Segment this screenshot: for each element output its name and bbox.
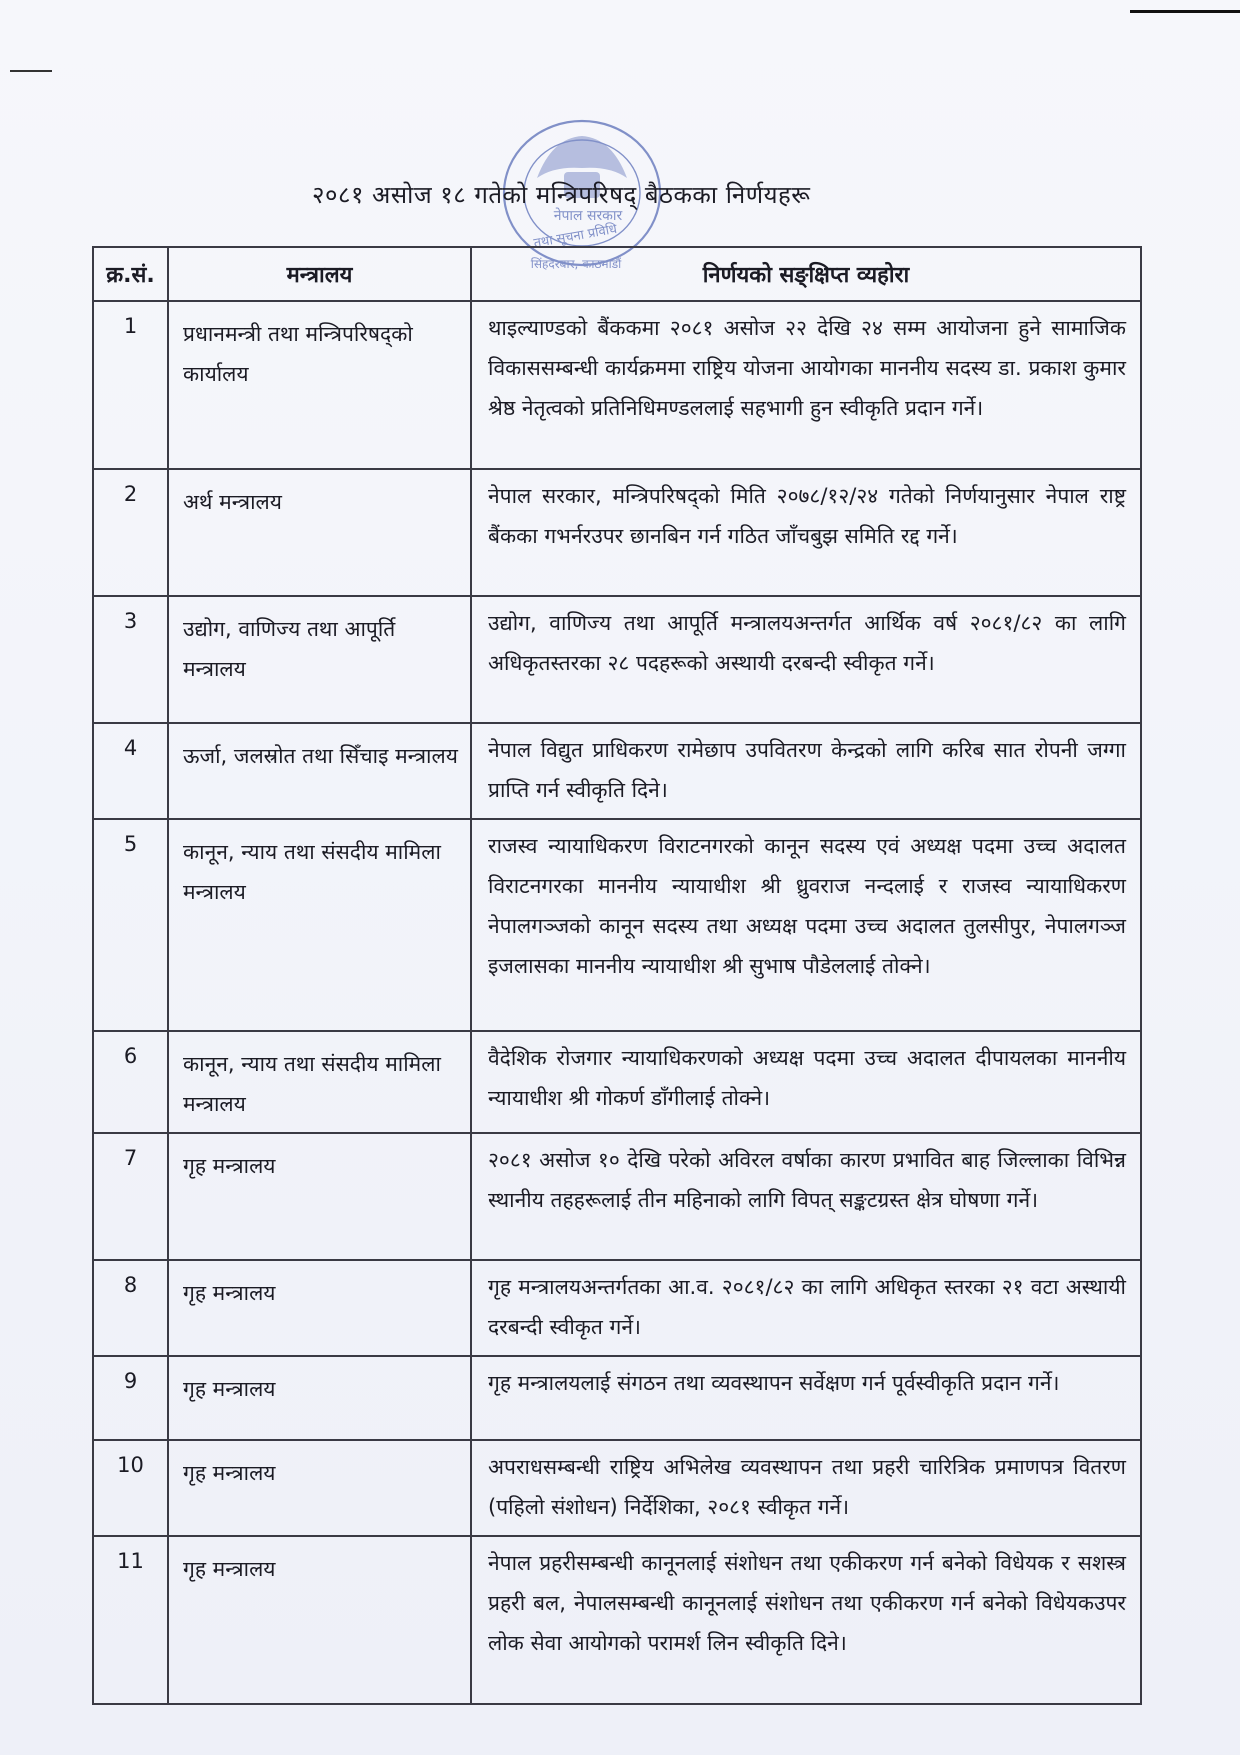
row-decision: गृह मन्त्रालयअन्तर्गतका आ.व. २०८१/८२ का लागि अधिकृत स्तरका २१ वटा अस्थायी दरबन्दी स्वीकृत गर्ने। bbox=[471, 1260, 1141, 1356]
table-row bbox=[93, 1440, 1141, 1536]
row-serial-number: 11 bbox=[93, 1536, 168, 1704]
row-ministry: गृह मन्त्रालय bbox=[168, 1356, 471, 1440]
row-ministry: गृह मन्त्रालय bbox=[168, 1133, 471, 1260]
row-ministry: कानून, न्याय तथा संसदीय मामिला मन्त्रालय bbox=[168, 819, 471, 1031]
row-serial-number: 3 bbox=[93, 596, 168, 723]
row-decision: थाइल्याण्डको बैंककमा २०८१ असोज २२ देखि २४ सम्म आयोजना हुने सामाजिक विकाससम्बन्धी कार्यक्रममा राष्ट्रिय योजना आयोगका माननीय सदस्य डा. प्रकाश कुमार श्रेष्ठ नेतृत्वको प्रतिनिधिमण्डललाई सहभागी हुन स्वीकृति प्रदान गर्ने। bbox=[471, 301, 1141, 469]
stamp-text-middle: तथा सूचना प्रविधि bbox=[532, 221, 619, 252]
table-row bbox=[93, 301, 1141, 469]
table-row bbox=[93, 596, 1141, 723]
row-ministry: प्रधानमन्त्री तथा मन्त्रिपरिषद्को कार्यालय bbox=[168, 301, 471, 469]
table-header-row bbox=[93, 247, 1141, 301]
table-row bbox=[93, 1031, 1141, 1133]
row-decision: उद्योग, वाणिज्य तथा आपूर्ति मन्त्रालयअन्तर्गत आर्थिक वर्ष २०८१/८२ का लागि अधिकृतस्तरका २८ पदहरूको अस्थायी दरबन्दी स्वीकृत गर्ने। bbox=[471, 596, 1141, 723]
row-serial-number: 7 bbox=[93, 1133, 168, 1260]
row-serial-number: 8 bbox=[93, 1260, 168, 1356]
table-row bbox=[93, 819, 1141, 1031]
table-row bbox=[93, 723, 1141, 819]
row-serial-number: 5 bbox=[93, 819, 168, 1031]
row-serial-number: 9 bbox=[93, 1356, 168, 1440]
table-row bbox=[93, 1356, 1141, 1440]
header-ministry: मन्त्रालय bbox=[168, 247, 471, 301]
row-decision: २०८१ असोज १० देखि परेको अविरल वर्षाका कारण प्रभावित बाह जिल्लाका विभिन्न स्थानीय तहहरूलाई तीन महिनाको लागि विपत् सङ्कटग्रस्त क्षेत्र घोषणा गर्ने। bbox=[471, 1133, 1141, 1260]
row-decision: नेपाल प्रहरीसम्बन्धी कानूनलाई संशोधन तथा एकीकरण गर्न बनेको विधेयक र सशस्त्र प्रहरी बल, नेपालसम्बन्धी कानूनलाई संशोधन तथा एकीकरण गर्न बनेको विधेयकउपर लोक सेवा आयोगको परामर्श लिन स्वीकृति दिने। bbox=[471, 1536, 1141, 1704]
stamp-text-top: नेपाल सरकार bbox=[553, 208, 623, 224]
row-serial-number: 1 bbox=[93, 301, 168, 469]
row-ministry: उद्योग, वाणिज्य तथा आपूर्ति मन्त्रालय bbox=[168, 596, 471, 723]
row-serial-number: 4 bbox=[93, 723, 168, 819]
row-ministry: अर्थ मन्त्रालय bbox=[168, 469, 471, 596]
row-decision: गृह मन्त्रालयलाई संगठन तथा व्यवस्थापन सर्वेक्षण गर्न पूर्वस्वीकृति प्रदान गर्ने। bbox=[471, 1356, 1141, 1440]
row-decision: वैदेशिक रोजगार न्यायाधिकरणको अध्यक्ष पदमा उच्च अदालत दीपायलका माननीय न्यायाधीश श्री गोकर्ण डाँगीलाई तोक्ने। bbox=[471, 1031, 1141, 1133]
header-serial-number: क्र.सं. bbox=[93, 247, 168, 301]
scan-edge-mark bbox=[10, 70, 52, 72]
table-row bbox=[93, 1260, 1141, 1356]
row-decision: नेपाल सरकार, मन्त्रिपरिषद्को मिति २०७८/१२/२४ गतेको निर्णयानुसार नेपाल राष्ट्र बैंकका गभर्नरउपर छानबिन गर्न गठित जाँचबुझ समिति रद्द गर्ने। bbox=[471, 469, 1141, 596]
row-decision: राजस्व न्यायाधिकरण विराटनगरको कानून सदस्य एवं अध्यक्ष पदमा उच्च अदालत विराटनगरका माननीय न्यायाधीश श्री ध्रुवराज नन्दलाई र राजस्व न्यायाधिकरण नेपालगञ्जको कानून सदस्य तथा अध्यक्ष पदमा उच्च अदालत तुलसीपुर, नेपालगञ्ज इजलासका माननीय न्यायाधीश श्री सुभाष पौडेललाई तोक्ने। bbox=[471, 819, 1141, 1031]
row-serial-number: 2 bbox=[93, 469, 168, 596]
row-decision: अपराधसम्बन्धी राष्ट्रिय अभिलेख व्यवस्थापन तथा प्रहरी चारित्रिक प्रमाणपत्र वितरण (पहिलो संशोधन) निर्देशिका, २०८१ स्वीकृत गर्ने। bbox=[471, 1440, 1141, 1536]
row-serial-number: 10 bbox=[93, 1440, 168, 1536]
row-ministry: ऊर्जा, जलस्रोत तथा सिँचाइ मन्त्रालय bbox=[168, 723, 471, 819]
scan-edge-mark bbox=[1130, 10, 1240, 13]
table-row bbox=[93, 469, 1141, 596]
table-row bbox=[93, 1133, 1141, 1260]
row-ministry: कानून, न्याय तथा संसदीय मामिला मन्त्रालय bbox=[168, 1031, 471, 1133]
row-serial-number: 6 bbox=[93, 1031, 168, 1133]
row-ministry: गृह मन्त्रालय bbox=[168, 1260, 471, 1356]
document-title: २०८१ असोज १८ गतेको मन्त्रिपरिषद् बैठकका निर्णयहरू bbox=[312, 181, 811, 209]
row-ministry: गृह मन्त्रालय bbox=[168, 1440, 471, 1536]
decisions-table bbox=[92, 246, 1142, 1705]
row-decision: नेपाल विद्युत प्राधिकरण रामेछाप उपवितरण केन्द्रको लागि करिब सात रोपनी जग्गा प्राप्ति गर्न स्वीकृति दिने। bbox=[471, 723, 1141, 819]
stamp-text-bottom: सिंहदरबार, काठमाडौं bbox=[530, 257, 622, 271]
row-ministry: गृह मन्त्रालय bbox=[168, 1536, 471, 1704]
table-row bbox=[93, 1536, 1141, 1704]
header-decision-summary: निर्णयको सङ्क्षिप्त व्यहोरा bbox=[471, 247, 1141, 301]
